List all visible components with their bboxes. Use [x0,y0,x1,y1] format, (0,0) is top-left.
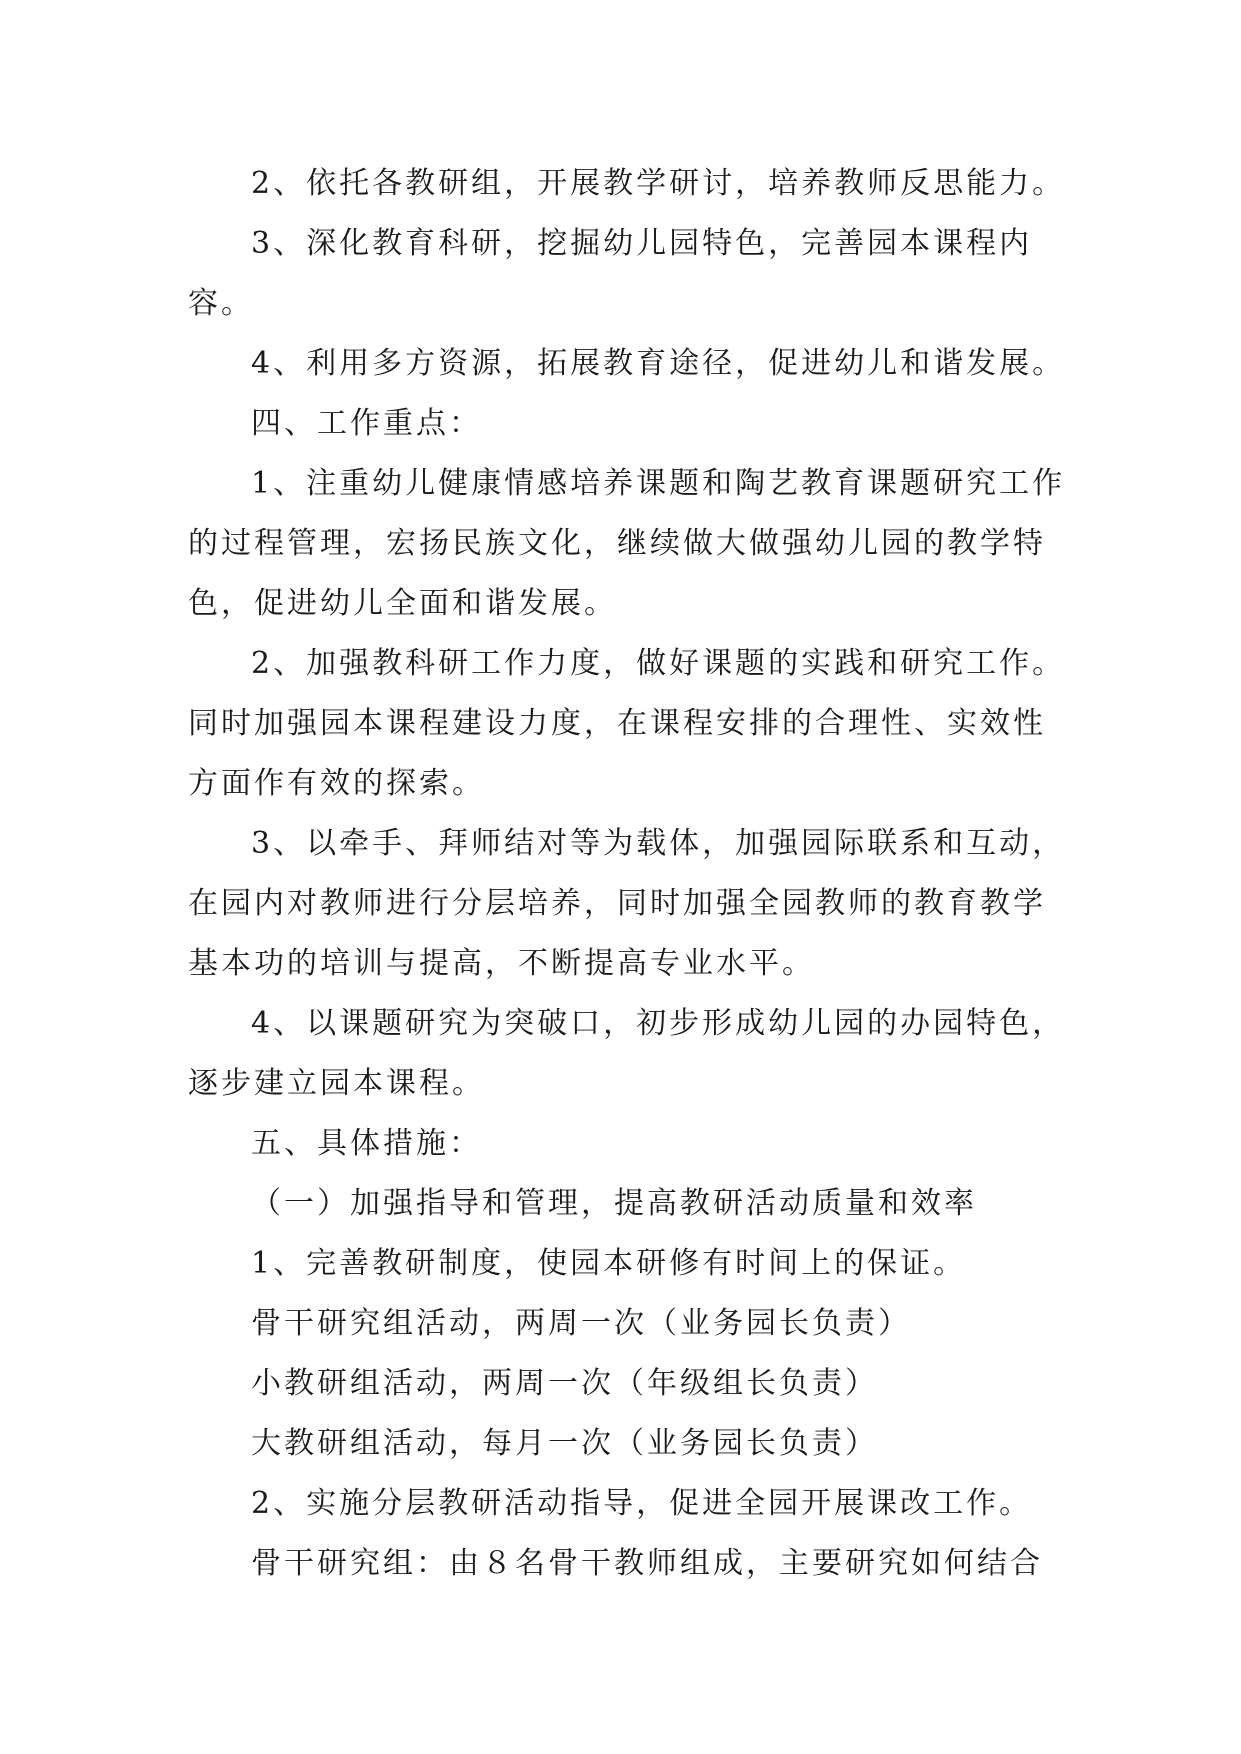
section-heading-measures: 五、具体措施： [251,1126,482,1161]
paragraph-focus-2: 2、加强教科研工作力度，做好课题的实践和研究工作。同时加强园本课程建设力度，在课程安排的合理性、实效性方面作有效的探索。 [188,646,1066,801]
paragraph-focus-1: 1、注重幼儿健康情感培养课题和陶艺教育课题研究工作的过程管理，宏扬民族文化，继续做大做强幼儿园的教学特色，促进幼儿全面和谐发展。 [188,466,1066,621]
schedule-item-large-group: 大教研组活动，每月一次（业务园长负责） [251,1426,878,1461]
schedule-item-backbone-group: 骨干研究组活动，两周一次（业务园长负责） [251,1306,911,1341]
section-heading-work-focus: 四、工作重点： [251,406,482,441]
paragraph-goal-2: 2、依托各教研组，开展教学研讨，培养教师反思能力。 [251,166,1066,201]
paragraph-goal-3: 3、深化教育科研，挖掘幼儿园特色，完善园本课程内容。 [188,226,1033,321]
document-body [188,154,1068,1594]
schedule-item-small-group: 小教研组活动，两周一次（年级组长负责） [251,1366,878,1401]
paragraph-focus-4: 4、以课题研究为突破口，初步形成幼儿园的办园特色，逐步建立园本课程。 [188,1006,1066,1101]
paragraph-focus-3: 3、以牵手、拜师结对等为载体，加强园际联系和互动，在园内对教师进行分层培养，同时加强全园教师的教育教学基本功的培训与提高，不断提高专业水平。 [188,826,1066,981]
paragraph-measure-2: 2、实施分层教研活动指导，促进全园开展课改工作。 [251,1486,1033,1521]
paragraph-goal-4: 4、利用多方资源，拓展教育途径，促进幼儿和谐发展。 [251,346,1066,381]
paragraph-backbone-group-desc: 骨干研究组：由８名骨干教师组成，主要研究如何结合 [251,1546,1043,1581]
subsection-heading-guidance: （一）加强指导和管理，提高教研活动质量和效率 [251,1186,977,1221]
paragraph-measure-1: 1、完善教研制度，使园本研修有时间上的保证。 [251,1246,967,1281]
